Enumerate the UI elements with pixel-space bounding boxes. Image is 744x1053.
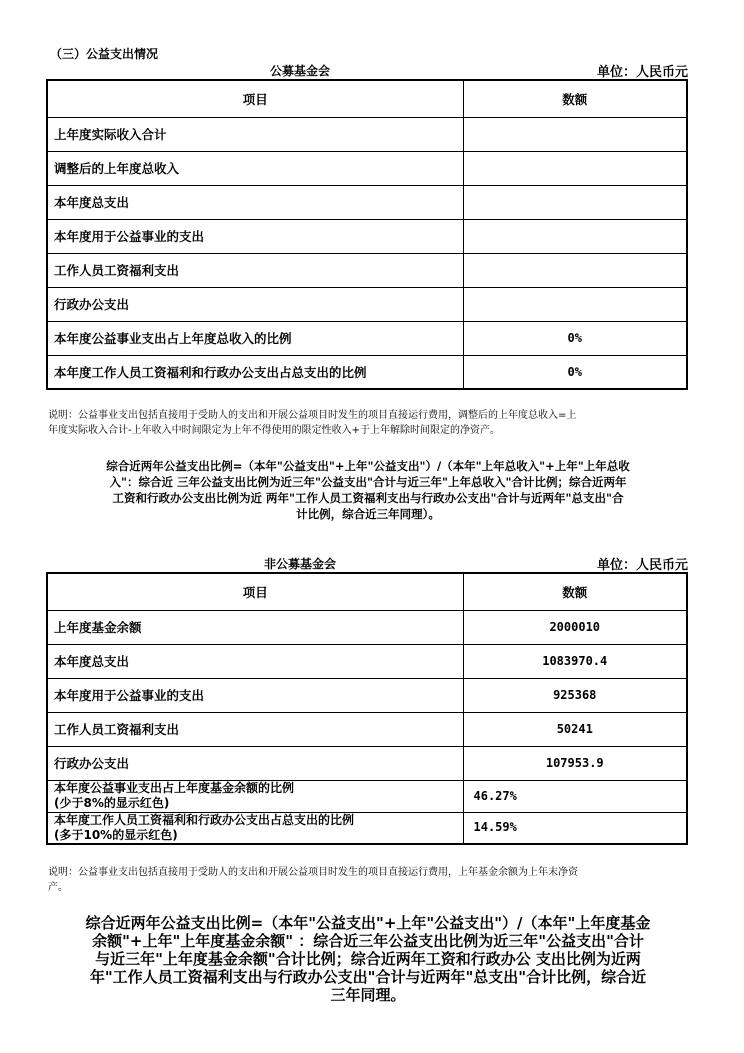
formula-line: 综合近两年公益支出比例=（本年"公益支出"+上年"公益支出"）/（本年"上年总收入"+上年"上年总收 <box>106 459 630 473</box>
table-row <box>47 151 687 185</box>
header-amount: 数额 <box>463 80 687 117</box>
row-label: 本年度工作人员工资福利和行政办公支出占总支出的比例 <box>47 355 463 389</box>
row-value: 925368 <box>463 678 687 712</box>
formula-line: 与近三年"上年度基金余额"合计比例；综合近两年工资和行政办公 支出比例为近两 <box>95 950 641 968</box>
private-formula <box>48 914 688 1004</box>
section-title: （三）公益支出情况 <box>50 47 159 61</box>
row-value <box>463 117 687 151</box>
table-row <box>47 287 687 321</box>
public-table <box>46 79 688 390</box>
row-value <box>463 253 687 287</box>
formula-line: 年"工作人员工资福利支出与行政办公支出"合计与近两年"总支出"合计比例，综合近 <box>89 968 647 986</box>
table-row <box>47 117 687 151</box>
row-value <box>463 219 687 253</box>
row-value: 2000010 <box>463 610 687 644</box>
formula-line: 入"：综合近 三年公益支出比例为近三年"公益支出"合计与近三年"上年总收入"合计比例；综合近两年 <box>109 475 627 489</box>
table-row <box>47 610 687 644</box>
row-label: 上年度实际收入合计 <box>47 117 463 151</box>
row-value: 107953.9 <box>463 746 687 780</box>
public-note <box>48 408 688 438</box>
private-org-title: 非公募基金会 <box>263 557 336 571</box>
header-item: 项目 <box>47 80 463 117</box>
formula-line: 余额"+上年"上年度基金余额" ：综合近三年公益支出比例为近三年"公益支出"合计 <box>92 932 644 950</box>
note-line: 年度实际收入合计-上年收入中时间限定为上年不得使用的限定性收入+于上年解除时间限定的净资产。 <box>48 425 500 436</box>
public-unit-label: 单位：人民币元 <box>596 65 688 80</box>
table-header-row <box>47 573 687 610</box>
table-row <box>47 644 687 678</box>
ratio-label: 本年度工作人员工资福利和行政办公支出占总支出的比例 <box>54 812 355 827</box>
row-value: 0% <box>463 321 687 355</box>
row-label: 本年度用于公益事业的支出 <box>47 678 463 712</box>
row-value: 46.27% <box>463 780 687 812</box>
row-label <box>47 812 463 844</box>
table-row <box>47 712 687 746</box>
note-line: 产。 <box>48 882 68 893</box>
table-row <box>47 321 687 355</box>
public-formula <box>48 458 688 522</box>
ratio-hint: (少于8%的显示红色) <box>54 796 170 810</box>
table-row <box>47 780 687 812</box>
table-header-row <box>47 80 687 117</box>
header-amount: 数额 <box>463 573 687 610</box>
table-row <box>47 746 687 780</box>
row-label: 行政办公支出 <box>47 287 463 321</box>
note-line: 说明：公益事业支出包括直接用于受助人的支出和开展公益项目时发生的项目直接运行费用，上年基金余额为上年末净资 <box>48 867 578 878</box>
row-label: 工作人员工资福利支出 <box>47 253 463 287</box>
row-value: 1083970.4 <box>463 644 687 678</box>
public-org-title: 公募基金会 <box>269 64 330 78</box>
table-row <box>47 812 687 844</box>
private-unit-label: 单位：人民币元 <box>596 558 688 573</box>
private-table <box>46 572 688 845</box>
row-label: 行政办公支出 <box>47 746 463 780</box>
row-label: 本年度总支出 <box>47 185 463 219</box>
table-row <box>47 219 687 253</box>
ratio-hint: (多于10%的显示红色) <box>54 827 178 842</box>
note-line: 说明：公益事业支出包括直接用于受助人的支出和开展公益项目时发生的项目直接运行费用，调整后的上年度总收入=上 <box>48 410 577 421</box>
row-label: 本年度用于公益事业的支出 <box>47 219 463 253</box>
formula-line: 工资和行政办公支出比例为近 两年"工作人员工资福利支出与行政办公支出"合计与近两年"总支出"合 <box>112 491 624 505</box>
row-value: 50241 <box>463 712 687 746</box>
row-label: 本年度总支出 <box>47 644 463 678</box>
row-value <box>463 185 687 219</box>
table-row <box>47 185 687 219</box>
private-note <box>48 865 688 895</box>
row-value <box>463 151 687 185</box>
formula-line: 三年同理。 <box>330 986 406 1004</box>
row-value <box>463 287 687 321</box>
table-row <box>47 678 687 712</box>
row-value: 0% <box>463 355 687 389</box>
row-label: 工作人员工资福利支出 <box>47 712 463 746</box>
row-value: 14.59% <box>463 812 687 844</box>
row-label <box>47 780 463 812</box>
row-label: 调整后的上年度总收入 <box>47 151 463 185</box>
table-row <box>47 253 687 287</box>
row-label: 上年度基金余额 <box>47 610 463 644</box>
header-item: 项目 <box>47 573 463 610</box>
formula-line: 计比例，综合近三年同理）。 <box>296 507 440 521</box>
formula-line: 综合近两年公益支出比例=（本年"公益支出"+上年"公益支出"）/（本年"上年度基金 <box>85 914 651 932</box>
row-label: 本年度公益事业支出占上年度总收入的比例 <box>47 321 463 355</box>
table-row <box>47 355 687 389</box>
ratio-label: 本年度公益事业支出占上年度基金余额的比例 <box>54 781 295 795</box>
